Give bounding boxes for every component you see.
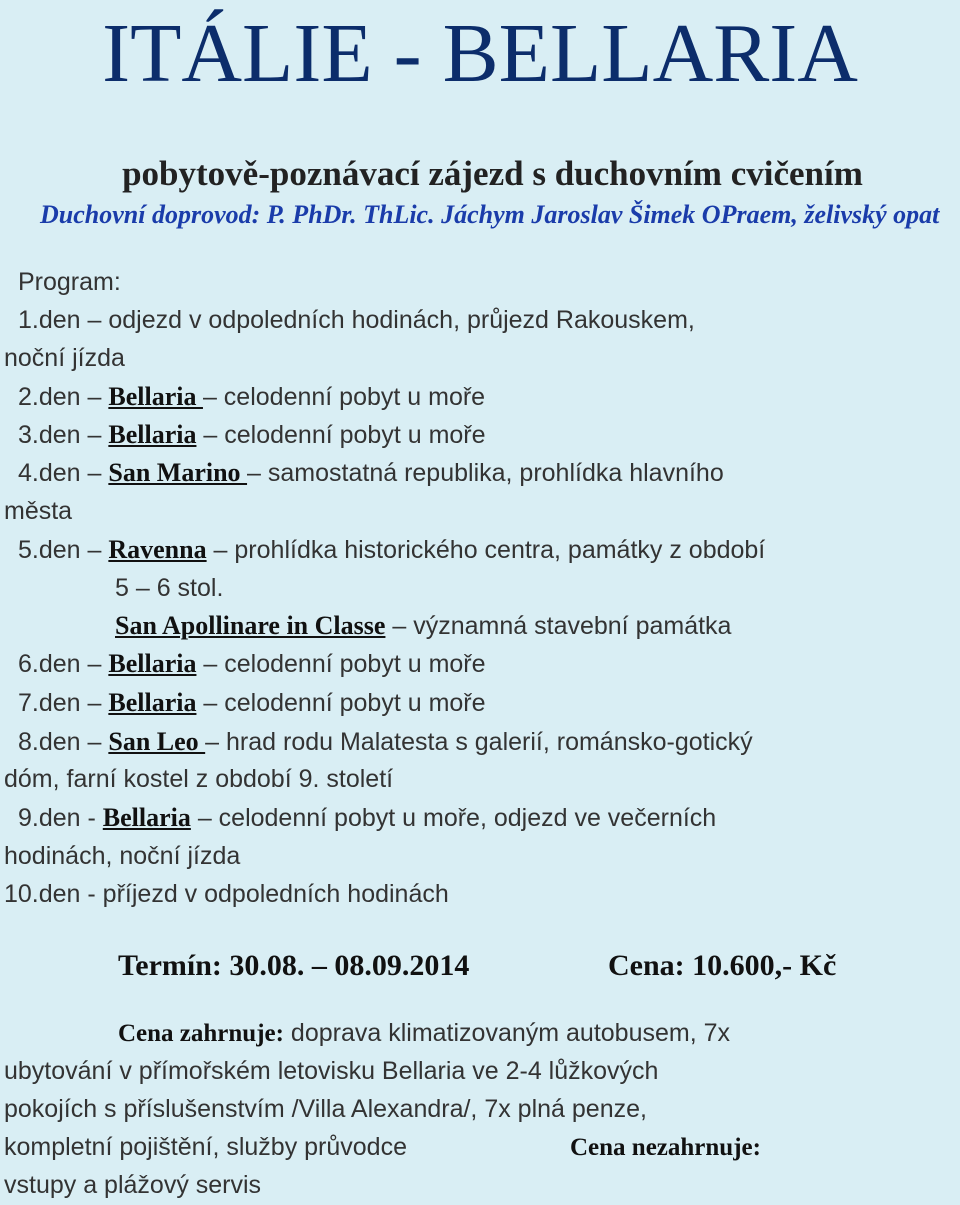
program-line-text: 5 – 6 stol.: [115, 574, 224, 602]
program-line: [18, 725, 753, 759]
program-place: Ravenna: [108, 535, 207, 564]
program-line-text: 9.den -: [18, 804, 103, 832]
subtitle: pobytově-poznávací zájezd s duchovním cvičením: [122, 154, 863, 193]
price-includes-text: doprava klimatizovaným autobusem, 7x: [283, 1019, 731, 1047]
program-line-text: hodinách, noční jízda: [4, 842, 241, 870]
program-line: [115, 571, 223, 605]
program-line-desc: – celodenní pobyt u moře: [196, 689, 486, 717]
program-line-text: noční jízda: [4, 344, 125, 372]
program-heading: Program:: [18, 268, 121, 296]
program-place: Bellaria: [108, 649, 197, 678]
program-place: Bellaria: [108, 688, 197, 717]
program-line: [18, 418, 486, 452]
price-excludes-text: vstupy a plážový servis: [4, 1171, 262, 1199]
program-line-desc: – celodenní pobyt u moře: [196, 650, 486, 678]
program-line-text: 8.den –: [18, 728, 109, 756]
spiritual-guide: Duchovní doprovod: P. PhDr. ThLic. Jáchym Jaroslav Šimek OPraem, želivský opat: [40, 200, 940, 229]
program-line: [4, 341, 125, 375]
program-line-text: 7.den –: [18, 689, 109, 717]
program-line-text: 3.den –: [18, 421, 109, 449]
price-includes-line: kompletní pojištění, služby průvodce: [4, 1133, 407, 1161]
program-line: [4, 877, 449, 911]
tour-price: Cena: 10.600,- Kč: [608, 949, 837, 982]
program-line-desc: – celodenní pobyt u moře: [202, 383, 486, 411]
program-place: Bellaria: [108, 420, 197, 449]
price-includes-line: ubytování v přímořském letovisku Bellaria ve 2-4 lůžkových: [4, 1057, 659, 1085]
program-place: San Leo: [108, 727, 206, 756]
price-excludes-label-text: Cena nezahrnuje:: [570, 1134, 761, 1161]
program-line-text: 2.den –: [18, 383, 109, 411]
program-line-desc: – významná stavební památka: [385, 612, 732, 640]
program-place: Bellaria: [102, 803, 191, 832]
page-title: ITÁLIE - BELLARIA: [102, 7, 858, 100]
program-line-text: 4.den –: [18, 459, 109, 487]
program-line-text: dóm, farní kostel z období 9. století: [4, 765, 394, 793]
program-place: San Marino: [108, 458, 248, 487]
program-line-desc: – prohlídka historického centra, památky z období: [206, 536, 766, 564]
program-line: [18, 686, 486, 720]
program-line-text: 10.den - příjezd v odpoledních hodinách: [4, 880, 449, 908]
program-line-desc: – hrad rodu Malatesta s galerií, románsko-gotický: [205, 728, 753, 756]
program-line: [18, 380, 485, 414]
program-line: [115, 609, 731, 643]
program-line-text: 6.den –: [18, 650, 109, 678]
program-line-text: města: [4, 497, 73, 525]
program-line: [18, 533, 765, 567]
price-includes-label: Cena zahrnuje:: [118, 1020, 284, 1047]
program-line: [18, 456, 724, 490]
program-line: [18, 801, 716, 835]
program-place: Bellaria: [108, 382, 203, 411]
program-line-desc: – celodenní pobyt u moře, odjezd ve večerních: [190, 804, 717, 832]
program-line-desc: – samostatná republika, prohlídka hlavního: [247, 459, 724, 487]
price-includes-line: [118, 1015, 730, 1052]
program-line-text: 1.den – odjezd v odpoledních hodinách, průjezd Rakouskem,: [18, 306, 695, 334]
price-includes-line: pokojích s příslušenstvím /Villa Alexandra/, 7x plná penze,: [4, 1095, 647, 1123]
program-line: [18, 647, 486, 681]
program-line-text: 5.den –: [18, 536, 109, 564]
price-excludes-label: [570, 1129, 761, 1166]
program-place: San Apollinare in Classe: [115, 611, 386, 640]
program-line-desc: – celodenní pobyt u moře: [196, 421, 486, 449]
program-line: [4, 839, 240, 873]
program-line: [18, 303, 695, 337]
program-line: [4, 762, 393, 796]
program-line: [4, 494, 72, 528]
tour-dates: Termín: 30.08. – 08.09.2014: [118, 949, 470, 982]
